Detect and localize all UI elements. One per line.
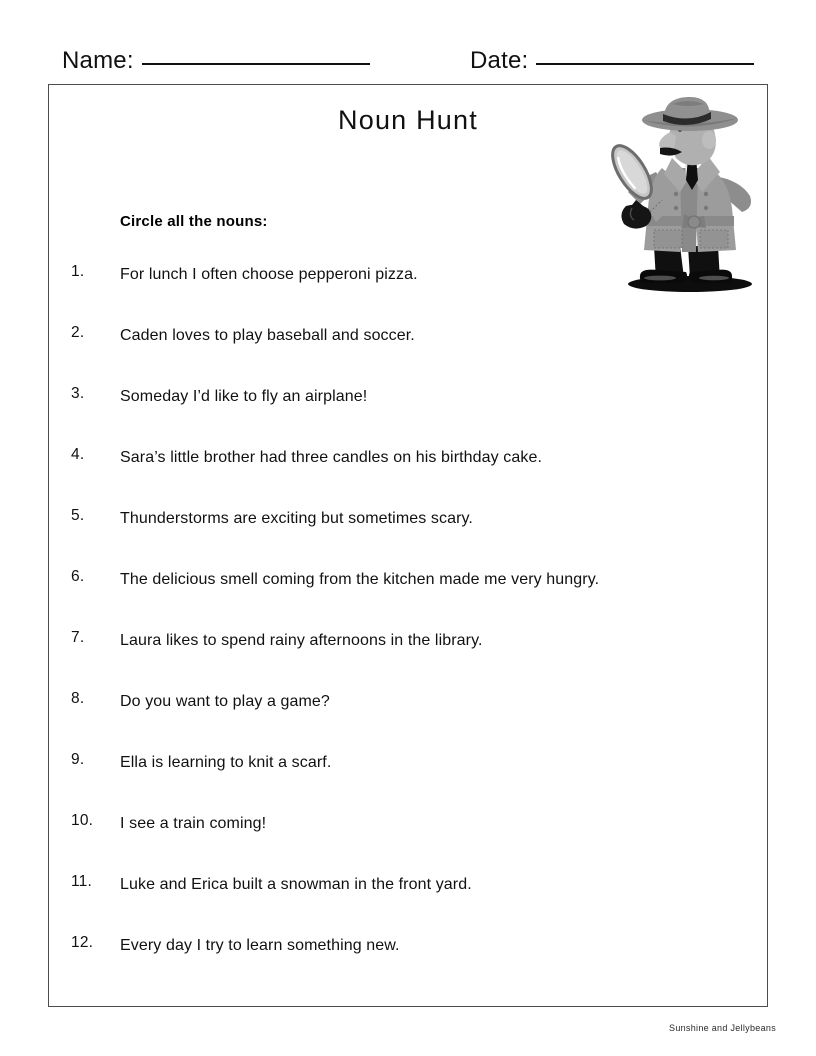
item-number: 7. bbox=[71, 629, 85, 646]
name-write-line[interactable] bbox=[142, 63, 370, 65]
list-item[interactable] bbox=[49, 507, 767, 568]
item-sentence: The delicious smell coming from the kitchen made me very hungry. bbox=[120, 571, 600, 588]
date-label: Date: bbox=[470, 47, 529, 74]
name-label: Name: bbox=[62, 47, 134, 74]
item-sentence: Do you want to play a game? bbox=[120, 693, 330, 710]
item-sentence: Thunderstorms are exciting but sometimes scary. bbox=[120, 510, 473, 527]
footer-credit: Sunshine and Jellybeans bbox=[669, 1023, 776, 1033]
header-fields bbox=[0, 47, 816, 81]
name-field[interactable] bbox=[62, 47, 370, 75]
item-sentence: I see a train coming! bbox=[120, 815, 267, 832]
item-sentence: Luke and Erica built a snowman in the front yard. bbox=[120, 876, 472, 893]
item-number: 9. bbox=[71, 751, 85, 768]
list-item[interactable] bbox=[49, 751, 767, 812]
item-sentence: Caden loves to play baseball and soccer. bbox=[120, 327, 415, 344]
item-number: 11. bbox=[71, 873, 92, 890]
list-item[interactable] bbox=[49, 385, 767, 446]
page-title: Noun Hunt bbox=[338, 105, 478, 135]
item-number: 5. bbox=[71, 507, 85, 524]
list-item[interactable] bbox=[49, 812, 767, 873]
item-sentence: Laura likes to spend rainy afternoons in the library. bbox=[120, 632, 483, 649]
list-item[interactable] bbox=[49, 568, 767, 629]
item-number: 2. bbox=[71, 324, 85, 341]
item-number: 8. bbox=[71, 690, 85, 707]
item-number: 1. bbox=[71, 263, 85, 280]
date-write-line[interactable] bbox=[536, 63, 754, 65]
list-item[interactable] bbox=[49, 324, 767, 385]
item-sentence: Every day I try to learn something new. bbox=[120, 937, 400, 954]
item-number: 12. bbox=[71, 934, 94, 951]
worksheet-box bbox=[48, 84, 768, 1007]
item-sentence: Sara’s little brother had three candles on his birthday cake. bbox=[120, 449, 543, 466]
item-number: 3. bbox=[71, 385, 85, 402]
list-item[interactable] bbox=[49, 263, 767, 324]
list-item[interactable] bbox=[49, 446, 767, 507]
item-number: 6. bbox=[71, 568, 85, 585]
list-item[interactable] bbox=[49, 873, 767, 934]
instruction-text: Circle all the nouns: bbox=[120, 213, 268, 230]
item-number: 4. bbox=[71, 446, 85, 463]
sentence-list bbox=[49, 263, 767, 995]
item-sentence: Ella is learning to knit a scarf. bbox=[120, 754, 332, 771]
item-sentence: For lunch I often choose pepperoni pizza. bbox=[120, 266, 418, 283]
list-item[interactable] bbox=[49, 690, 767, 751]
item-number: 10. bbox=[71, 812, 94, 829]
list-item[interactable] bbox=[49, 934, 767, 995]
item-sentence: Someday I’d like to fly an airplane! bbox=[120, 388, 368, 405]
list-item[interactable] bbox=[49, 629, 767, 690]
date-field[interactable] bbox=[470, 47, 754, 75]
